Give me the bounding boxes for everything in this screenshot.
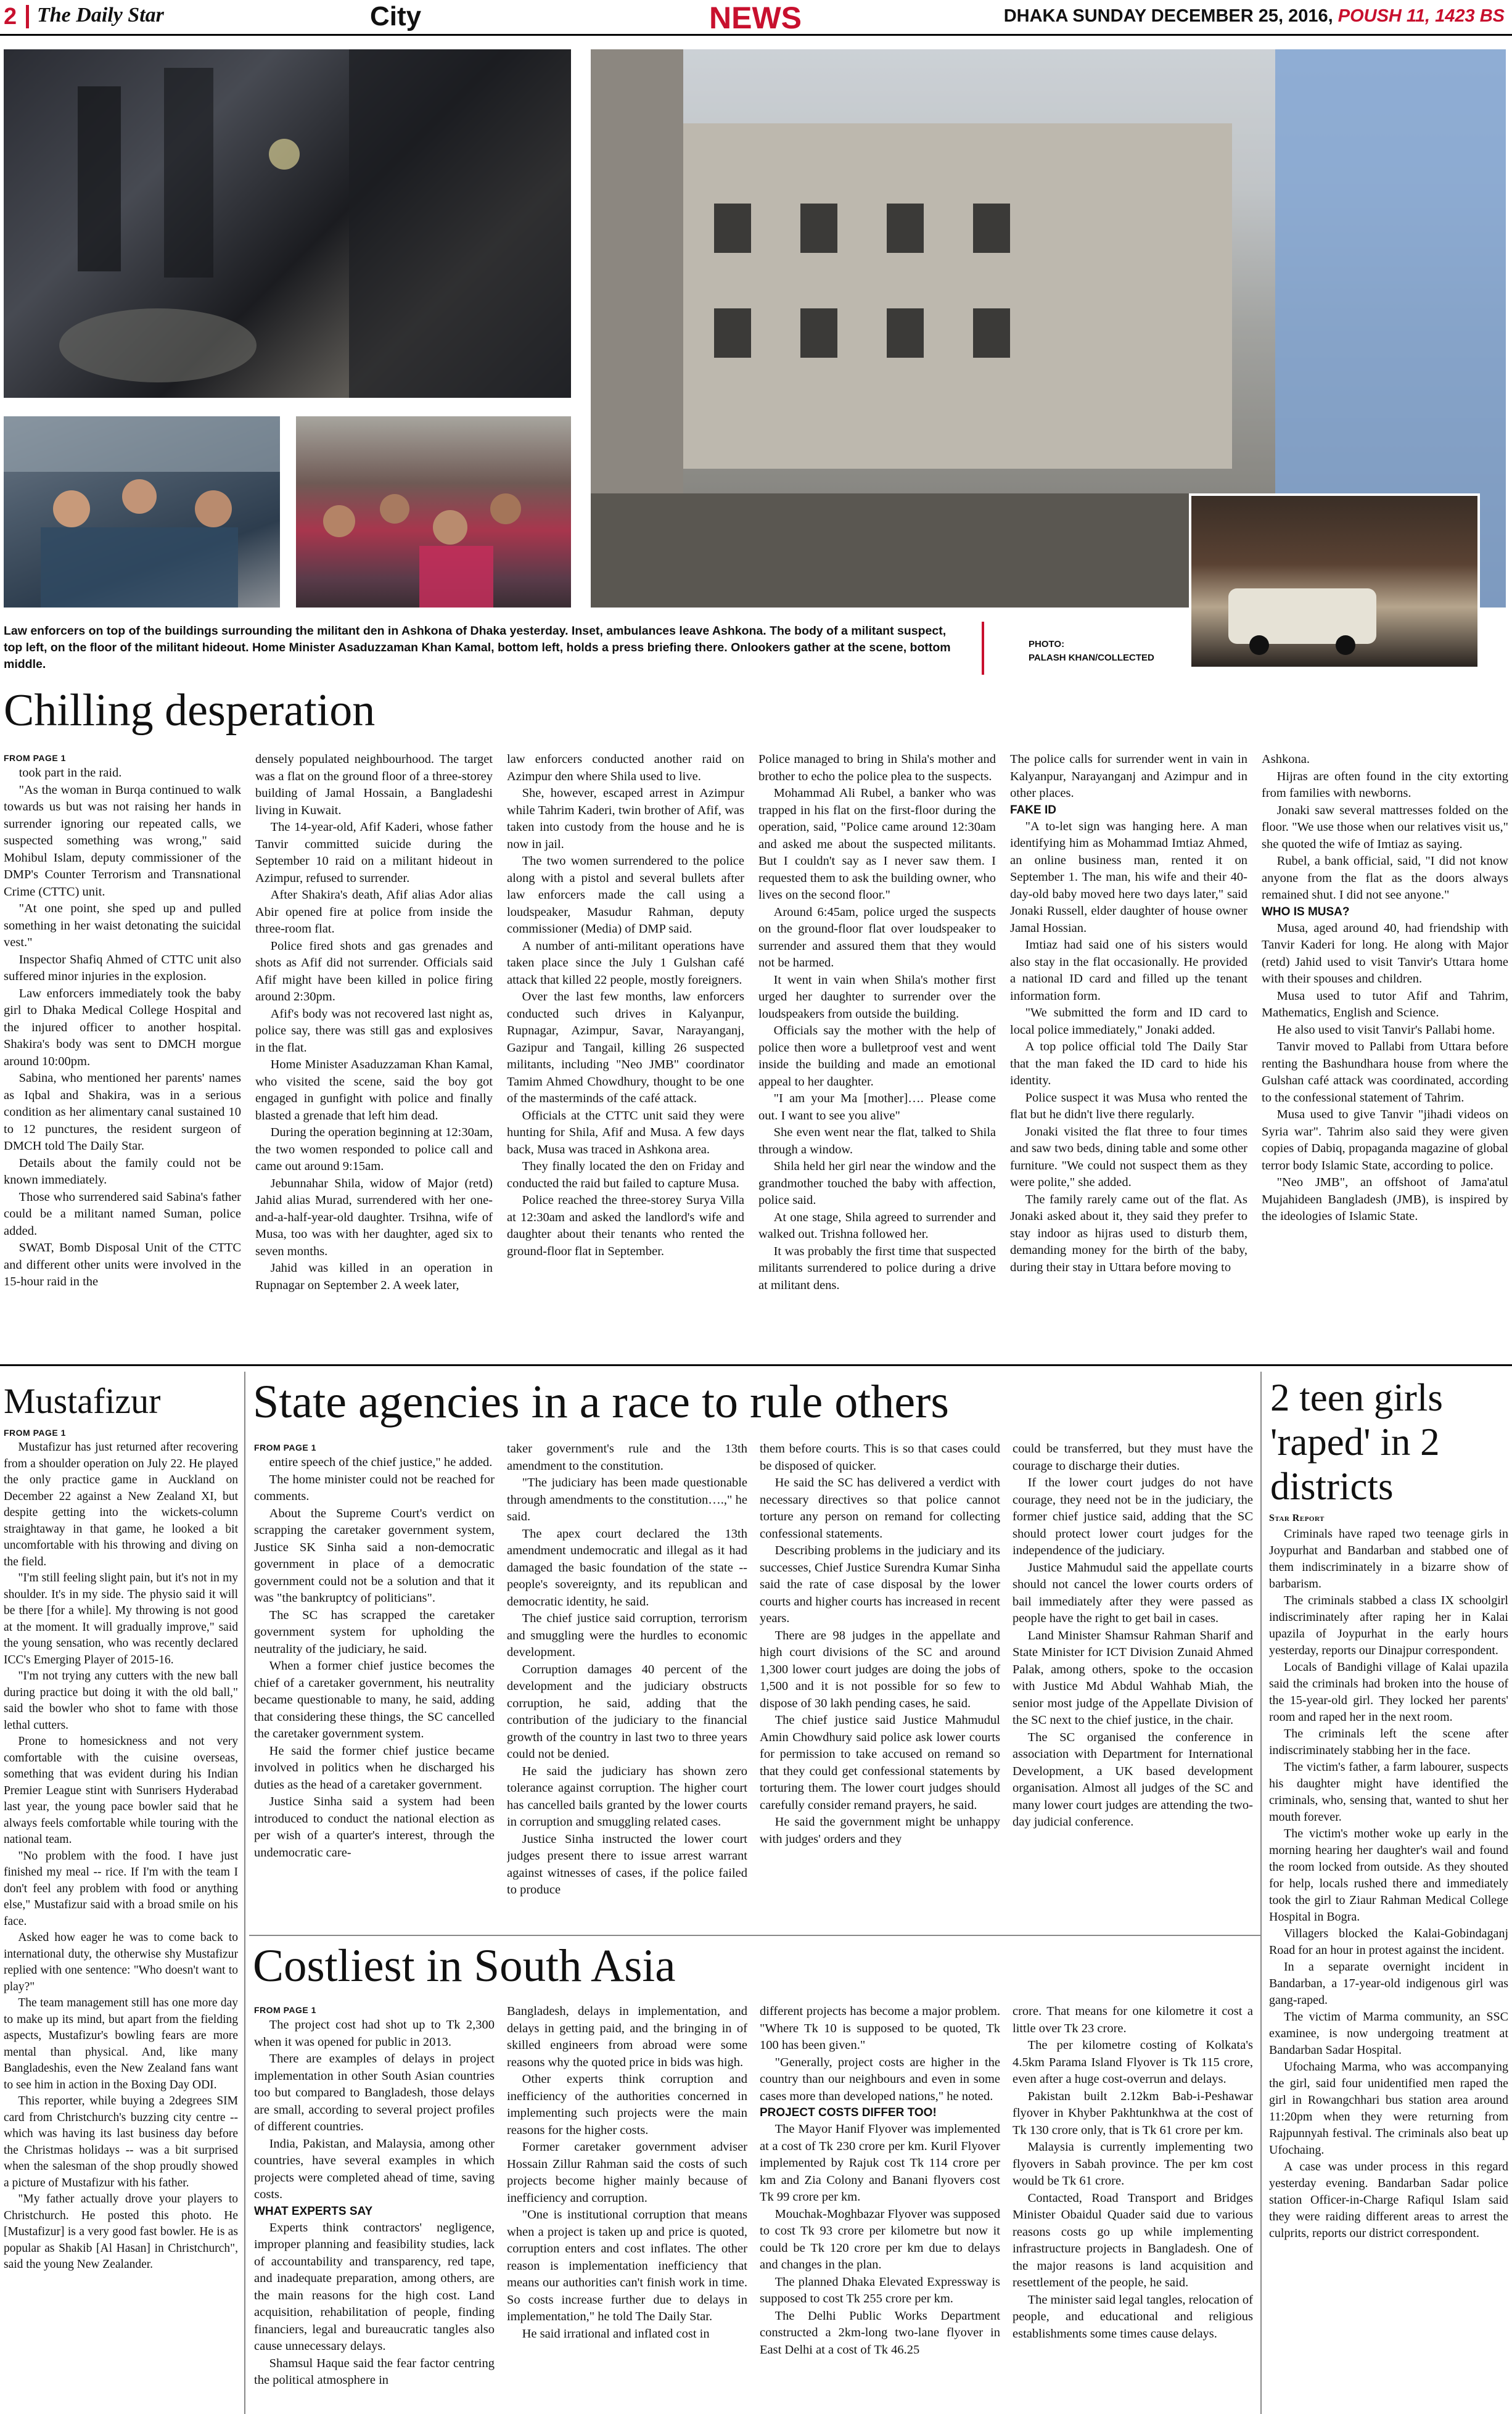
paragraph: The minister said legal tangles, relocation of people, and educational and religious establishments some times cause delays. <box>1013 2292 1253 2341</box>
paragraph: Ufochaing Marma, who was accompanying the girl, said four unidentified men raped the girl in Rowangchhari bus station area around 11:20pm when they were returning from Rajpunnyah festival. The criminals also beat up Ufochaing. <box>1269 2060 1508 2157</box>
paragraph: Contacted, Road Transport and Bridges Minister Obaidul Quader said due to various reasons costs go up while implementing infrastructure projects in Bangladesh. One of the major reasons is land acquisition and resettlement of the people, he said. <box>1013 2191 1253 2289</box>
credit-name: PALASH KHAN/COLLECTED <box>1029 653 1154 663</box>
subheading: PROJECT COSTS DIFFER TOO! <box>760 2106 937 2119</box>
paragraph: Jonaki saw several mattresses folded on the floor. "We use those when our relatives visit us," she quoted the wife of Imtiaz as saying. <box>1262 803 1508 851</box>
paragraph: A case was under process in this regard yesterday evening. Bandarban Sadar police station Officer-in-Charge Rafiqul Islam said they were raiding different areas to arrest the culprits, reports our district correspondent. <box>1269 2160 1508 2240</box>
section-name: City <box>370 1 422 31</box>
paragraph: The victim of Marma community, an SSC examinee, is now undergoing treatment at Bandarban Sadar Hospital. <box>1269 2010 1508 2057</box>
paragraph: Afif's body was not recovered last night as, police say, there was still gas and explosives in the flat. <box>255 1007 493 1055</box>
paragraph: Justice Sinha said a system had been introduced to conduct the national election as per wish of a quarter's interest, through the undemocratic care- <box>254 1795 495 1860</box>
paragraph: There are 98 judges in the appellate and high court divisions of the SC and around 1,300 lower court judges are doing the jobs of 1,500 and it is not possible for so few to dispose of 30 lakh pending cases, he said. <box>760 1628 1000 1710</box>
paragraph: "No problem with the food. I have just finished my meal -- rice. If I'm with the team I don't feel any problem with food or anything else," Mustafizur said with a broad smile on his face. <box>4 1849 238 1928</box>
paragraph: Prone to homesickness and not very comfortable with the cuisine overseas, something that was evident during his Indian Premier League stint with Sunrisers Hyderabad last year, the young pace bowler said that he always feels comfortable while touring with the national team. <box>4 1735 238 1846</box>
column-divider <box>1260 1372 1262 2414</box>
paragraph: When a former chief justice becomes the chief of a caretaker government, his neutrality became questionable to many, he said, adding that considering these things, the SC cancelled the caretaker government system. <box>254 1659 495 1740</box>
article-column <box>255 751 493 1359</box>
paragraph: Police reached the three-storey Surya Villa at 12:30am and asked the landlord's wife and daughter about their tenants who rented the ground-floor flat in September. <box>507 1193 744 1258</box>
paragraph: A number of anti-militant operations have taken place since the July 1 Gulshan café attack that killed 22 people, mostly foreigners. <box>507 939 744 987</box>
paragraph: Over the last few months, law enforcers conducted such drives in Kalyanpur, Rupnagar, Azimpur, Savar, Narayanganj, Gazipur and Tangail, killing 26 suspected militants, including "Neo JMB" coordinator Tamim Ahmed Chowdhury, thought to be one of the masterminds of the café attack. <box>507 990 744 1105</box>
paragraph: Pakistan built 2.12km Bab-i-Peshawar flyover in Khyber Pakhtunkhwa at the cost of Tk 130 crore only, that is Tk 61 crore per km. <box>1013 2089 1253 2137</box>
paragraph: law enforcers conducted another raid on Azimpur den where Shila used to live. <box>507 752 744 783</box>
paragraph: The Mayor Hanif Flyover was implemented at a cost of Tk 230 crore per km. Kuril Flyover implemented by Rajuk cost Tk 114 crore per km and Zia Colony and Banani flyovers cost Tk 99 crore per km. <box>760 2122 1000 2204</box>
article-column <box>1013 1441 1253 1934</box>
paragraph: taker government's rule and the 13th amendment to the constitution. <box>507 1442 747 1473</box>
paragraph: The apex court declared the 13th amendment undemocratic and illegal as it had damaged the basic foundation of the state -- people's sovereignty, and its republican and democratic identity, he said. <box>507 1526 747 1609</box>
paragraph: Bangladesh, delays in implementation, and delays in getting paid, and the bringing in of skilled engineers from abroad were some reasons why the quoted price in bids was high. <box>507 2004 747 2069</box>
paragraph: The criminals stabbed a class IX schoolgirl indiscriminately after raping her in Kalai upazila of Joypurhat in the early hours yesterday, reports our Dinajpur correspondent. <box>1269 1594 1508 1657</box>
paragraph: Hijras are often found in the city extorting from families with newborns. <box>1262 769 1508 800</box>
paragraph: Shamsul Haque said the fear factor centring the political atmosphere in <box>254 2356 495 2387</box>
paragraph: Home Minister Asaduzzaman Khan Kamal, who visited the scene, said the boy got engaged in gunfight with police and finally blasted a grenade that left him dead. <box>255 1058 493 1123</box>
paragraph: entire speech of the chief justice," he added. <box>269 1456 493 1469</box>
page-number: 2 <box>4 4 17 30</box>
paragraph: If the lower court judges do not have courage, they need not be in the judiciary, the former chief justice said, adding that the SC should protect lower court judges for the independence of the judiciary. <box>1013 1476 1253 1557</box>
paragraph: Sabina, who mentioned her parents' names as Iqbal and Shakira, was in a serious condition as her alimentary canal sustained 10 to 12 punctures, the resident surgeon of DMCH told The Daily Star. <box>4 1071 241 1153</box>
paragraph: Those who surrendered said Sabina's father could be a militant named Suman, police added. <box>4 1190 241 1238</box>
paragraph: A top police official told The Daily Star that the man faked the ID card to hide his identity. <box>1010 1040 1247 1087</box>
photo-caption: Law enforcers on top of the buildings surrounding the militant den in Ashkona of Dhaka yesterday. Inset, ambulances leave Ashkona. The body of a militant suspect, top left, on the floor of the militant hideout. Home Minister Asaduzzaman Khan Kamal, bottom left, holds a press briefing there. Onlookers gather at the scene, bottom middle. <box>4 624 951 671</box>
masthead-logo: The Daily Star <box>37 4 164 27</box>
paragraph: The project cost had shot up to Tk 2,300 when it was opened for public in 2013. <box>254 2018 495 2049</box>
paragraph: Shila held her girl near the window and the grandmother touched the baby with affection, police said. <box>758 1160 996 1207</box>
column-divider <box>244 1372 245 2414</box>
paragraph: The SC organised the conference in association with Department for International Development, a UK based development organisation. Almost all judges of the SC and many lower court judges are attending the two-day judicial conference. <box>1013 1730 1253 1829</box>
paragraph: Tanvir moved to Pallabi from Uttara before renting the Bashundhara house from where the Gulshan café attack was coordinated, according to the confessional statement of Tahrim. <box>1262 1040 1508 1105</box>
paragraph: Mustafizur has just returned after recovering from a shoulder operation on July 22. He played the only practice game in Auckland on December 22 against a New Zealand XI, but despite getting into the wickets-column straightaway in that game, he looked a bit uncomfortable with his throwing and diving on the field. <box>4 1441 238 1568</box>
paragraph: This reporter, while buying a 2degrees SIM card from Christchurch's buzzing city centre -- which was having its last business day before the Christmas holidays -- was a bit surprised when the salesman of the shop proudly showed a picture of Mustafizur with his father. <box>4 2095 238 2189</box>
paragraph: Criminals have raped two teenage girls in Joypurhat and Bandarban and stabbed one of them indiscriminately in a bizarre show of barbarism. <box>1269 1527 1508 1591</box>
page-header <box>0 0 1512 36</box>
section-divider <box>249 1935 1260 1936</box>
paragraph: The team management still has one more day to make up its mind, but apart from the fielding aspects, Mustafizur's bowling fears are more mental than physical. And, like many Bangladeshis, even the New Zealand fans want to see him in action in the Boxing Day ODI. <box>4 1996 238 2091</box>
paragraph: There are examples of delays in project implementation in other South Asian countries too but compared to Bangladesh, those delays are small, according to several project profiles of different countries. <box>254 2052 495 2133</box>
paragraph: "Generally, project costs are higher in the country than our neighbours and even in some cases more than developed nations," he noted. <box>760 2055 1000 2103</box>
photo-inset-ambulance <box>1189 493 1480 669</box>
headline-teen-girls: 2 teen girls 'raped' in 2 districts <box>1270 1376 1443 1508</box>
credit-label: PHOTO: <box>1029 639 1065 649</box>
category-label: NEWS <box>709 1 802 35</box>
paragraph: She even went near the flat, talked to Shila through a window. <box>758 1126 996 1156</box>
paragraph: During the operation beginning at 12:30am, the two women responded to police call and came out around 9:15am. <box>255 1126 493 1173</box>
paragraph: "We submitted the form and ID card to local police immediately," Jonaki added. <box>1010 1006 1247 1037</box>
paragraph: The two women surrendered to the police along with a pistol and several bullets after law enforcers made the call using a loudspeaker, Masudur Rahman, deputy commissioner (Media) of DMP said. <box>507 854 744 936</box>
paragraph: Villagers blocked the Kalai-Gobindaganj Road for an hour in protest against the incident. <box>1269 1927 1508 1957</box>
paragraph: Musa, aged around 40, had friendship with Tanvir Kaderi for long. He along with Major (retd) Jahid used to visit Tanvir's Uttara home with their spouses and children. <box>1262 921 1508 986</box>
photo-shapes <box>4 49 571 398</box>
paragraph: They finally located the den on Friday and conducted the raid but failed to capture Musa. <box>507 1160 744 1190</box>
paragraph: Locals of Bandighi village of Kalai upazila said the criminals had broken into the house of the 15-year-old girl. They locked her parents' room and raped her in the next room. <box>1269 1660 1508 1724</box>
article-column <box>507 2003 747 2413</box>
article-column <box>1262 751 1508 1359</box>
headline-chilling-desperation: Chilling desperation <box>4 685 376 736</box>
subheading: WHAT EXPERTS SAY <box>254 2204 373 2218</box>
paragraph: "I'm not trying any cutters with the new ball during practice but doing it with the old ball," said the bowler who shot to fame with those lethal cutters. <box>4 1670 238 1732</box>
paragraph: took part in the raid. <box>18 766 122 780</box>
paragraph: It went in vain when Shila's mother first urged her daughter to surrender over the loudspeakers from outside the building. <box>758 973 996 1021</box>
paragraph: The police calls for surrender went in vain in Kalyanpur, Narayanganj and Azimpur and in other places. <box>1010 752 1247 800</box>
from-page-label: FROM PAGE 1 <box>254 2005 316 2015</box>
article-column <box>760 2003 1000 2413</box>
paragraph: Mohammad Ali Rubel, a banker who was trapped in his flat on the first-floor during the operation, said, "Police came around 12:30am and asked me about the suspected militants. But I couldn't say as I never saw them. I requested them to ask the building owner, who lives on the second floor." <box>758 786 996 902</box>
paragraph: "My father actually drove your players to Christchurch. He posted this photo. He [Mustafizur] is a very good fast bowler. He is as popular as Shakib [Al Hasan] in Christchurch", said the young New Zealander. <box>4 2193 238 2271</box>
article-column <box>1269 1511 1508 2412</box>
paragraph: Jonaki visited the flat three to four times and saw two beds, dining table and some other furniture. "We could not suspect them as they were polite," she added. <box>1010 1124 1247 1189</box>
paragraph: them before courts. This is so that cases could be disposed of quicker. <box>760 1442 1000 1473</box>
paragraph: Ashkona. <box>1262 752 1310 766</box>
paragraph: In a separate overnight incident in Bandarban, a 17-year-old indigenous girl was gang-raped. <box>1269 1960 1508 2007</box>
paragraph: Mouchak-Moghbazar Flyover was supposed to cost Tk 93 crore per kilometre but now it could be Tk 120 crore per km due to delays and changes in the plan. <box>760 2207 1000 2272</box>
from-page-label: FROM PAGE 1 <box>254 1443 316 1452</box>
paragraph: The SC has scrapped the caretaker government system for upholding the neutrality of the judiciary, he said. <box>254 1608 495 1656</box>
article-column <box>760 1441 1000 1934</box>
paragraph: "I am your Ma [mother]…. Please come out. I want to see you alive" <box>758 1092 996 1123</box>
paragraph: "I'm still feeling slight pain, but it's not in my shoulder. It's in my side. The physio said it will be there [for a while]. My throwing is not good at the moment. It will gradually improve," said the young sensation, who was recently declared ICC's Emerging Player of 2015-16. <box>4 1572 238 1666</box>
headline-state-agencies: State agencies in a race to rule others <box>253 1376 949 1428</box>
paragraph: Imtiaz had said one of his sisters would also stay in the flat occasionally. He provided a national ID card and filled up the tenant information form. <box>1010 938 1247 1003</box>
paragraph: The planned Dhaka Elevated Expressway is supposed to cost Tk 255 crore per km. <box>760 2275 1000 2305</box>
paragraph: Land Minister Shamsur Rahman Sharif and State Minister for ICT Division Zunaid Ahmed Palak, among others, spoke to the occasion with Justice Md Abdul Wahhab Miah, the senior most judge of the Appellate Division of the SC next to the chief justice, in the chair. <box>1013 1628 1253 1727</box>
page-number-bar <box>26 5 29 28</box>
headline-costliest: Costliest in South Asia <box>253 1940 676 1992</box>
paragraph: Law enforcers immediately took the baby girl to Dhaka Medical College Hospital and the injured officer to another hospital. Shakira's body was sent to DMCH morgue around 10:00pm. <box>4 986 241 1068</box>
paragraph: The victim's mother woke up early in the morning hearing her daughter's wail and found the room locked from outside. As they shouted for help, locals rushed there and immediately took the girl to Ziaur Rahman Medical College Hospital in Bogra. <box>1269 1827 1508 1924</box>
headline-mustafizur: Mustafizur <box>4 1381 161 1421</box>
paragraph: SWAT, Bomb Disposal Unit of the CTTC and different other units were involved in the 15-hour raid in the <box>4 1241 241 1288</box>
paragraph: "A to-let sign was hanging here. A man identifying him as Mohammad Imtiaz Ahmed, an online business man, rented it on September 1. The man, his wife and their 40-day-old baby moved here two days later," said Jonaki Russell, elder daughter of house owner Jamal Hossian. <box>1010 819 1247 935</box>
paragraph: India, Pakistan, and Malaysia, among other countries, have several examples in which projects were completed ahead of time, saving costs. <box>254 2136 495 2201</box>
section-divider <box>0 1364 1512 1366</box>
paragraph: Jebunnahar Shila, widow of Major (retd) Jahid alias Murad, surrendered with her one-and-a-half-year-old daughter. Trsihna, wife of Musa, too was with her daughter, aged six to seven months. <box>255 1176 493 1258</box>
paragraph: The 14-year-old, Afif Kaderi, whose father Tanvir committed suicide during the September 10 raid on a militant hideout in Azimpur, refused to surrender. <box>255 820 493 885</box>
paragraph: "One is institutional corruption that means when a project is taken up and price is quoted, corruption enters and cost inflates. The other reason is implementation inefficiency that means our authorities can't finish work in time. So costs increase further due to delays in implementation," he told The Daily Star. <box>507 2208 747 2323</box>
photo-shapes <box>1191 496 1477 667</box>
from-page-label: FROM PAGE 1 <box>4 1428 66 1438</box>
article-column <box>507 751 744 1359</box>
paragraph: Experts think contractors' negligence, improper planning and feasibility studies, lack of accountability and transparency, red tape, and inadequate preparation, among others, are the main reasons for the high cost. Land acquisition, rehabilitation of people, finding financiers, legal and bureaucratic tangles also cause unnecessary delays. <box>254 2220 495 2353</box>
paragraph: The chief justice said Justice Mahmudul Amin Chowdhury said police ask lower courts for permission to take accused on remand so that they could get confessional statements by torturing them. The lower court judges should carefully consider remand prayers, he said. <box>760 1713 1000 1812</box>
paragraph: Inspector Shafiq Ahmed of CTTC unit also suffered minor injuries in the explosion. <box>4 952 241 983</box>
article-column <box>254 1441 495 1934</box>
photo-onlookers <box>296 416 571 608</box>
caption-divider <box>982 622 984 675</box>
paragraph: Justice Mahmudul said the appellate courts should not cancel the lower courts orders of bail immediately after they were passed as people have the right to get bail in cases. <box>1013 1560 1253 1625</box>
paragraph: He said irrational and inflated cost in <box>522 2326 710 2341</box>
subheading: FAKE ID <box>1010 803 1056 817</box>
paragraph: Jahid was killed in an operation in Rupnagar on September 2. A week later, <box>255 1261 493 1292</box>
paragraph: Corruption damages 40 percent of the development and the judiciary obstructs corruption, he said, adding that the contribution of the judiciary to the financial growth of the country in last two to three years could not be denied. <box>507 1662 747 1761</box>
paragraph: He said the SC has delivered a verdict with necessary directives so that police cannot torture any person on remand for collecting confessional statements. <box>760 1476 1000 1541</box>
paragraph: Former caretaker government adviser Hossain Zillur Rahman said the costs of such projects become higher mainly because of inefficiency and corruption. <box>507 2140 747 2205</box>
paragraph: Rubel, a bank official, said, "I did not know anyone from the flat as the doors always remained shut. I did not see anyone." <box>1262 854 1508 902</box>
paragraph: He said the judiciary has shown zero tolerance against corruption. The higher court has cancelled bails granted by the lower courts in corruption and smuggling related cases. <box>507 1764 747 1829</box>
paragraph: She, however, escaped arrest in Azimpur while Tahrim Kaderi, twin brother of Afif, was taken into custody from the house and he is now in jail. <box>507 786 744 851</box>
paragraph: He said the government might be unhappy with judges' orders and they <box>760 1815 1000 1846</box>
paragraph: Police managed to bring in Shila's mother and brother to echo the police plea to the suspects. <box>758 752 996 783</box>
paragraph: Justice Sinha instructed the lower court judges present there to issue arrest warrant against witnesses of cases, if the police failed to produce <box>507 1832 747 1897</box>
paragraph: The family rarely came out of the flat. As Jonaki asked about it, they said they prefer to stay indoor as hijras used to disturb them, demanding money for the birth of the baby, during their stay in Uttara before moving to <box>1010 1192 1247 1274</box>
paragraph: The home minister could not be reached for comments. <box>254 1472 495 1503</box>
paragraph: could be transferred, but they must have the courage to discharge their duties. <box>1013 1442 1253 1473</box>
paragraph: different projects has become a major problem. "Where Tk 10 is supposed to be quoted, Tk 100 has been given." <box>760 2004 1000 2052</box>
paragraph: "Neo JMB", an offshoot of Jama'atul Mujahideen Bangladesh (JMB), is inspired by the ideologies of Islamic State. <box>1262 1176 1508 1223</box>
paragraph: Officials say the mother with the help of police then wore a bulletproof vest and went inside the building and made an emotional appeal to her daughter. <box>758 1024 996 1089</box>
byline: Star Report <box>1269 1513 1325 1523</box>
paragraph: He also used to visit Tanvir's Pallabi home. <box>1276 1023 1495 1037</box>
date-text: DHAKA SUNDAY DECEMBER 25, 2016, <box>1003 6 1333 26</box>
paragraph: Police fired shots and gas grenades and shots as Afif did not surrender. Officials said Afif might have been killed in police firing around 2:30pm. <box>255 939 493 1003</box>
paragraph: densely populated neighbourhood. The target was a flat on the ground floor of a three-storey building of Jamal Hossain, a Bangladeshi living in Kuwait. <box>255 752 493 817</box>
photo-shapes <box>4 416 280 608</box>
article-column <box>1010 751 1247 1359</box>
paragraph: The criminals left the scene after indiscriminately stabbing her in the face. <box>1269 1727 1508 1757</box>
paragraph: Malaysia is currently implementing two flyovers in Sabah province. The per km cost would be Tk 61 crore. <box>1013 2140 1253 2188</box>
paragraph: He said the former chief justice became involved in politics when he discharged his duties as the head of a caretaker government. <box>254 1744 495 1792</box>
paragraph: "The judiciary has been made questionable through amendments to the constitution….," he said. <box>507 1476 747 1523</box>
article-column <box>758 751 996 1359</box>
paragraph: Asked how eager he was to come back to international duty, the otherwise shy Mustafizur replied with one sentence: "Who doesn't want to play?" <box>4 1931 238 1993</box>
paragraph: The per kilometre costing of Kolkata's 4.5km Parama Island Flyover is Tk 115 crore, even after a huge cost-overrun and delays. <box>1013 2038 1253 2086</box>
paragraph: Other experts think corruption and inefficiency of the authorities concerned in implementing such projects were the main reasons for the higher costs. <box>507 2072 747 2137</box>
article-column <box>4 1426 238 2413</box>
article-column <box>1013 2003 1253 2413</box>
subheading: WHO IS MUSA? <box>1262 905 1350 918</box>
paragraph: After Shakira's death, Afif alias Ador alias Abir opened fire at police from inside the three-room flat. <box>255 888 493 936</box>
photo-credit <box>1029 638 1154 665</box>
paragraph: The chief justice said corruption, terrorism and smuggling were the hurdles to economic development. <box>507 1612 747 1659</box>
dateline <box>1004 6 1505 27</box>
paragraph: Details about the family could not be known immediately. <box>4 1156 241 1187</box>
paragraph: It was probably the first time that suspected militants surrendered to police during a drive at militant dens. <box>758 1244 996 1292</box>
article-column <box>254 2003 495 2413</box>
paragraph: Around 6:45am, police urged the suspects on the ground-floor flat over loudspeaker to surrender and assured them that they would not be harmed. <box>758 905 996 970</box>
paragraph: Describing problems in the judiciary and its successes, Chief Justice Surendra Kumar Sinha said the rate of case disposal by the lower courts and higher courts has increased in recent years. <box>760 1544 1000 1625</box>
photo-press-briefing <box>4 416 280 608</box>
photo-militant-body <box>4 49 571 398</box>
photo-shapes <box>296 416 571 608</box>
bangla-date: POUSH 11, 1423 BS <box>1337 6 1505 26</box>
paragraph: The Delhi Public Works Department constructed a 2km-long two-lane flyover in East Delhi at a cost of Tk 46.25 <box>760 2309 1000 2357</box>
paragraph: About the Supreme Court's verdict on scrapping the caretaker government system, Justice SK Sinha said a non-democratic government in place of a democratic government could not be a solution and that it was "the bankruptcy of politicians". <box>254 1506 495 1605</box>
paragraph: "As the woman in Burqa continued to walk towards us but was not raising her hands in surrender ignoring our repeated calls, we suspected something was wrong," said Mohibul Islam, deputy commissioner of the DMP's Counter Terrorism and Transnational Crime (CTTC) unit. <box>4 783 241 899</box>
paragraph: Musa used to give Tanvir "jihadi videos on Syria war". Tahrim also said they were given copies of Dabiq, propaganda magazine of global terror body Islamic State, according to police. <box>1262 1108 1508 1172</box>
article-column <box>507 1441 747 1934</box>
paragraph: The victim's father, a farm labourer, suspects his daughter might have identified the criminals, who, sensing that, wanted to shut her mouth forever. <box>1269 1760 1508 1824</box>
paragraph: "At one point, she sped up and pulled something in her waist detonating the suicidal vest." <box>4 902 241 949</box>
paragraph: Police suspect it was Musa who rented the flat but he didn't live there regularly. <box>1010 1090 1247 1121</box>
paragraph: Musa used to tutor Afif and Tahrim, Mathematics, English and Science. <box>1262 989 1508 1020</box>
article-column <box>4 751 241 1359</box>
from-page-label: FROM PAGE 1 <box>4 753 66 763</box>
paragraph: At one stage, Shila agreed to surrender and walked out. Trishna followed her. <box>758 1210 996 1241</box>
paragraph: crore. That means for one kilometre it cost a little over Tk 23 crore. <box>1013 2004 1253 2035</box>
paragraph: Officials at the CTTC unit said they were hunting for Shila, Afif and Musa. A few days back, Musa was traced in Ashkona area. <box>507 1108 744 1156</box>
